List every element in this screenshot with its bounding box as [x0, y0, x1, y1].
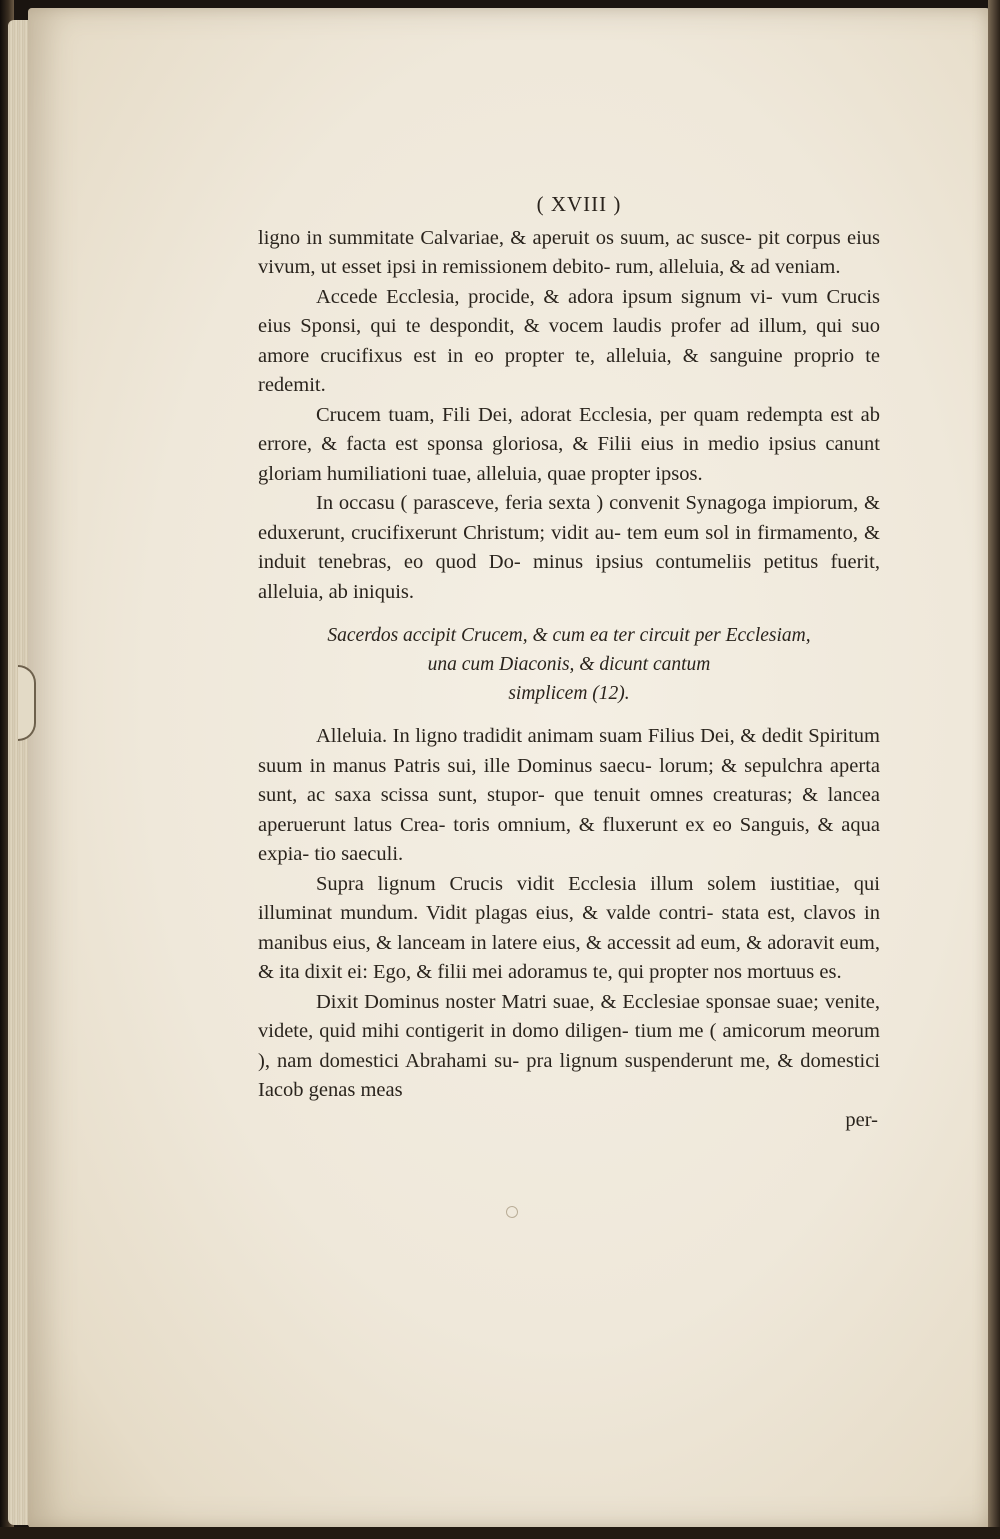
paragraph-7: Dixit Dominus noster Matri suae, & Ecclesiae sponsae suae; venite, videte, quid mihi contigerit in domo diligen- tium me ( amicorum meorum ), nam domestici Abrahami su- pra lignum suspenderunt me, & domestici Iacob genas meas: [258, 990, 880, 1101]
running-head: ( XVIII ): [536, 192, 622, 216]
paper-blemish: [506, 1206, 518, 1218]
book-binding-right: [988, 0, 1000, 1539]
paragraph-4: In occasu ( parasceve, feria sexta ) convenit Synagoga impiorum, & eduxerunt, crucifixerunt Christum; vidit au- tem eum sol in firmamento, & induit tenebras, eo quod Do- minus ipsius contumeliis petitus fuerit, alleluia, ab iniquis.: [258, 492, 880, 603]
rubric-line-2: una cum Diaconis, & dicunt cantum: [427, 654, 711, 675]
catchword: per-: [845, 1108, 878, 1131]
bottom-edge: [0, 1527, 1000, 1539]
rubric-line-3: simplicem (12).: [508, 683, 630, 704]
rubric-line-1: Sacerdos accipit Crucem, & cum ea ter circuit per Ecclesiam,: [327, 625, 811, 646]
paragraph-5: Alleluia. In ligno tradidit animam suam Filius Dei, & dedit Spiritum suum in manus Patris sui, ille Dominus saecu- lorum; & sepulchra aperta sunt, ac saxa scissa sunt, stupor- que tenuit omnes creaturas; & lancea aperuerunt latus Crea- toris omnium, & fluxerunt ex eo Sanguis, & aqua expia- tio saeculi.: [258, 725, 880, 865]
paragraph-1: ligno in summitate Calvariae, & aperuit os suum, ac susce- pit corpus eius vivum, ut esset ipsi in remissionem debito- rum, alleluia, & ad veniam.: [258, 226, 880, 278]
book-clasp: [18, 665, 36, 741]
page-text-block: [258, 190, 880, 1135]
paragraph-2: Accede Ecclesia, procide, & adora ipsum signum vi- vum Crucis eius Sponsi, qui te despondit, & vocem laudis profer ad illum, qui suo amore crucifixus est in eo propter te, alleluia, & sanguine proprio te redemit.: [258, 285, 880, 396]
paragraph-3: Crucem tuam, Fili Dei, adorat Ecclesia, per quam redempta est ab errore, & facta est sponsa gloriosa, & Filii eius in medio ipsius canunt gloriam humiliationi tuae, alleluia, quae propter ipsos.: [258, 403, 880, 485]
rubric: [258, 621, 880, 708]
paragraph-6: Supra lignum Crucis vidit Ecclesia illum solem iustitiae, qui illuminat mundum. Vidit plagas eius, & valde contri- stata est, clavos in manibus eius, & lanceam in latere eius, & accessit ad eum, & adoravit eum, & ita dixit ei: Ego, & filii mei adoramus te, qui propter nos mortuus es.: [258, 872, 880, 983]
